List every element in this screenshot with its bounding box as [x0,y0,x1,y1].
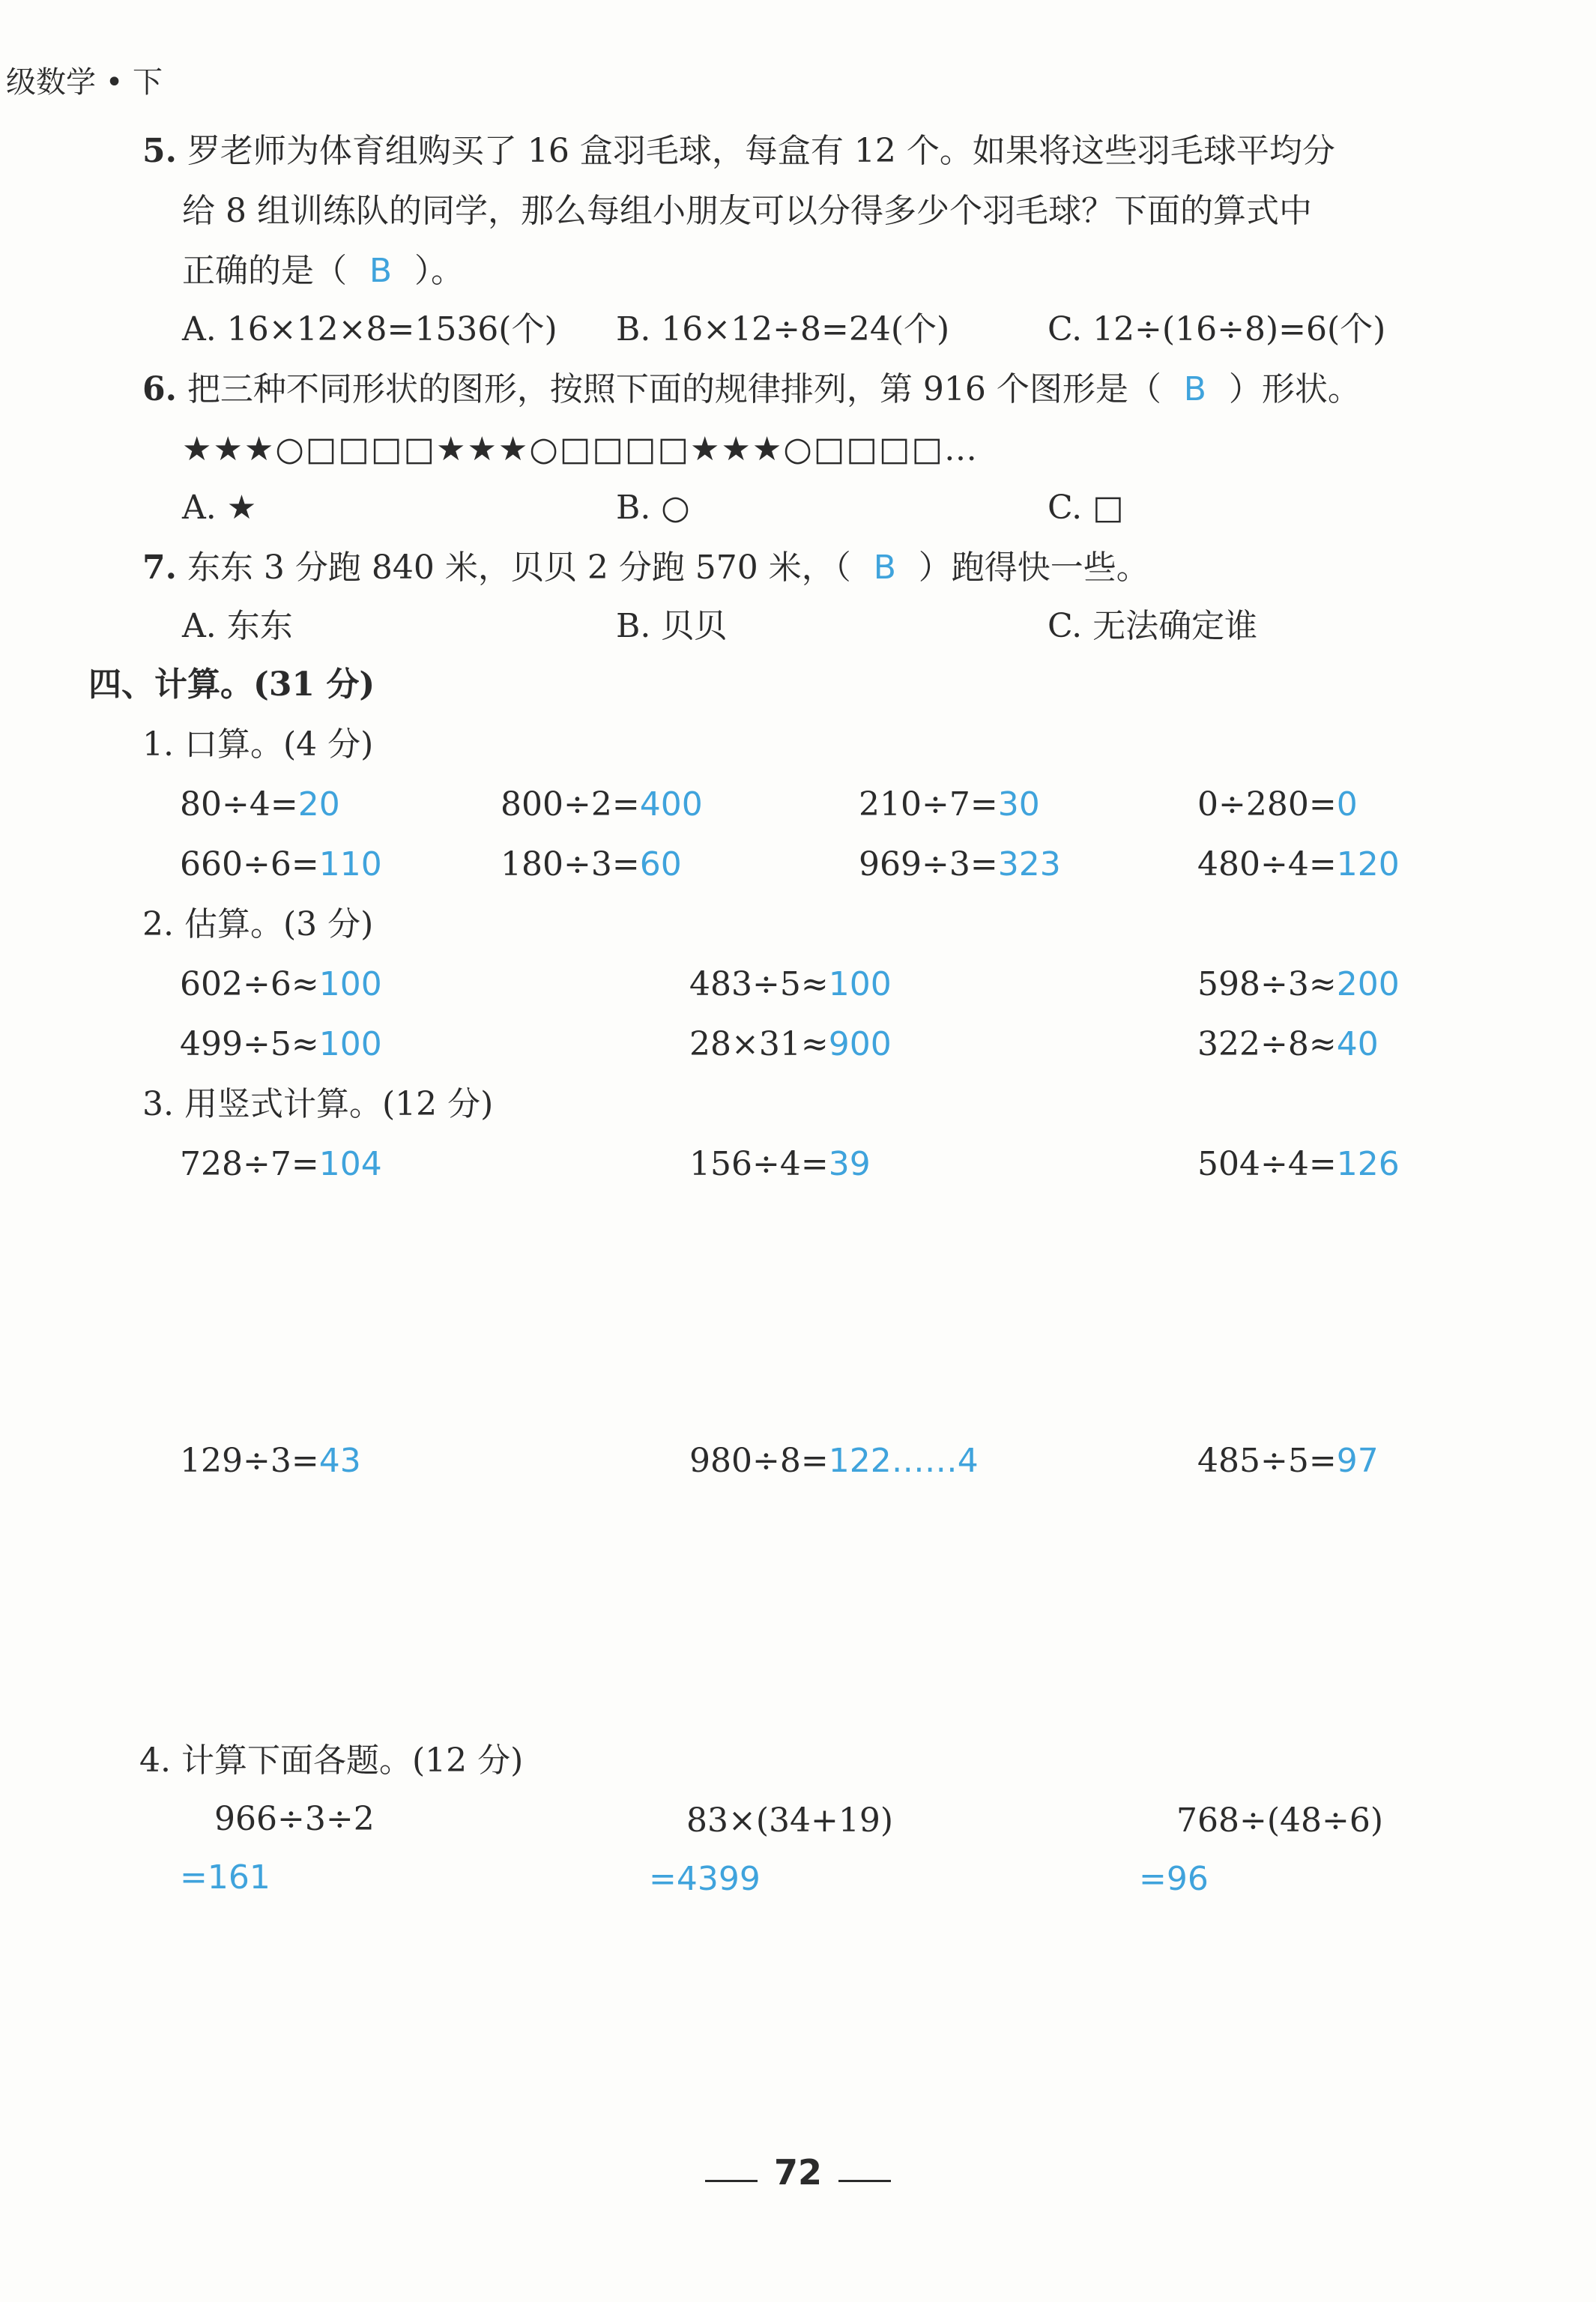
calc-answer: 126 [1336,1145,1400,1183]
calc-item [501,782,703,827]
answer-blank: B [1183,370,1206,408]
page-number: 72 [773,2152,822,2193]
calc-answer: 120 [1336,845,1400,883]
calc-answer: 97 [1336,1442,1379,1480]
answer-blank: B [873,549,896,587]
question-text: ）跑得快一些。 [918,549,1149,587]
calc-expression: 210÷7= [859,785,998,824]
calc-expression: 966÷3÷2 [214,1800,375,1838]
calc-expression: 602÷6≈ [180,965,319,1003]
question-7-line1 [142,546,1149,590]
calc-item [1197,1439,1379,1484]
calc-answer: 110 [318,845,382,883]
calc-answer: 43 [318,1442,361,1480]
option-c: C. 无法确定谁 [1048,607,1258,645]
calc-answer: 323 [997,845,1061,883]
option-c: C. □ [1048,489,1124,527]
calc-answer: 100 [318,1025,382,1063]
calc-expression: 0÷280= [1197,785,1337,824]
calc-item [859,842,1061,887]
calc-item [501,842,682,887]
calc-item [689,962,892,1007]
calc-expression: 598÷3≈ [1197,965,1337,1003]
option-a: A. 东东 [182,607,293,645]
question-number: 6. [142,370,177,408]
option-b: B. 贝贝 [616,607,728,645]
calc-item [180,1142,382,1187]
calc-item [180,1022,382,1067]
calc-answer: 20 [297,785,340,824]
calc-expression: 322÷8≈ [1197,1025,1337,1063]
calc-item [180,842,382,887]
calc-answer: 100 [318,965,382,1003]
calc-item [859,782,1040,827]
calc-expression: 980÷8= [689,1442,829,1480]
option-a: A. 16×12×8=1536(个) [182,310,557,348]
calc-expression: 483÷5≈ [689,965,829,1003]
calc-expression: 156÷4= [689,1145,829,1183]
question-5-line3 [182,249,464,294]
question-5-line1 [142,129,1335,174]
calc-answer: 104 [318,1145,382,1183]
calc-expression: 180÷3= [501,845,640,883]
calc-item [180,962,382,1007]
calc-expression: 129÷3= [180,1442,319,1480]
calc-expression: 480÷4= [1197,845,1337,883]
calc-answer: 0 [1336,785,1358,824]
calc-expression: 504÷4= [1197,1145,1337,1183]
option-b: B. 16×12÷8=24(个) [616,310,950,348]
calc-item [1197,1022,1379,1067]
calc-expression: 499÷5≈ [180,1025,319,1063]
calc-answer: 122……4 [828,1442,979,1480]
question-number: 5. [142,132,177,170]
calc-answer: 60 [639,845,682,883]
option-b: B. ○ [616,489,690,527]
page-header: 级数学 • 下 [6,65,163,100]
calc-answer: 400 [639,785,703,824]
calc-item [1197,782,1358,827]
calc-expression: 768÷(48÷6) [1176,1801,1384,1840]
footer-dash-left [705,2180,758,2182]
question-5-line2: 给 8 组训练队的同学，那么每组小朋友可以分得多少个羽毛球？下面的算式中 [182,192,1312,230]
calc-item [180,782,340,827]
part-2-title: 2. 估算。(3 分) [142,905,374,943]
calc-answer: =4399 [649,1860,761,1898]
option-a: A. ★ [182,489,257,527]
footer-dash-right [838,2180,891,2182]
question-6-line1 [142,367,1361,412]
calc-expression: 485÷5= [1197,1442,1337,1480]
calc-item [689,1022,892,1067]
calc-item [689,1142,871,1187]
question-text: ）。 [414,252,464,290]
calc-answer: 900 [828,1025,892,1063]
calc-answer: =161 [180,1858,270,1897]
question-text: 正确的是（ [182,252,347,290]
calc-answer: 39 [828,1145,871,1183]
section-title: 四、计算。(31 分) [88,665,375,704]
answer-blank: B [369,252,393,290]
question-text: 罗老师为体育组购买了 16 盒羽毛球，每盒有 12 个。如果将这些羽毛球平均分 [187,132,1335,170]
question-text: 把三种不同形状的图形，按照下面的规律排列，第 916 个图形是（ [187,370,1161,408]
calc-expression: 800÷2= [501,785,640,824]
calc-item [1197,842,1400,887]
calc-answer: 200 [1336,965,1400,1003]
part-4-title: 4. 计算下面各题。(12 分) [139,1741,524,1780]
calc-item [1197,962,1400,1007]
calc-expression: 80÷4= [180,785,298,824]
calc-expression: 728÷7= [180,1145,319,1183]
calc-expression: 660÷6= [180,845,319,883]
question-number: 7. [142,549,177,587]
calc-item [689,1439,979,1484]
calc-item [180,1439,361,1484]
shape-pattern: ★★★○□□□□★★★○□□□□★★★○□□□□… [182,430,979,468]
part-1-title: 1. 口算。(4 分) [142,725,374,764]
calc-answer: 40 [1336,1025,1379,1063]
part-3-title: 3. 用竖式计算。(12 分) [142,1085,494,1123]
question-text: ）形状。 [1228,370,1361,408]
calc-expression: 28×31≈ [689,1025,829,1063]
calc-item [1197,1142,1400,1187]
calc-answer: 100 [828,965,892,1003]
calc-expression: 969÷3= [859,845,998,883]
calc-expression: 83×(34+19) [686,1801,894,1840]
question-text: 东东 3 分跑 840 米，贝贝 2 分跑 570 米，（ [187,549,851,587]
calc-answer: 30 [997,785,1040,824]
page-footer [0,2146,1596,2207]
option-c: C. 12÷(16÷8)=6(个) [1048,310,1386,348]
calc-answer: =96 [1139,1860,1209,1898]
